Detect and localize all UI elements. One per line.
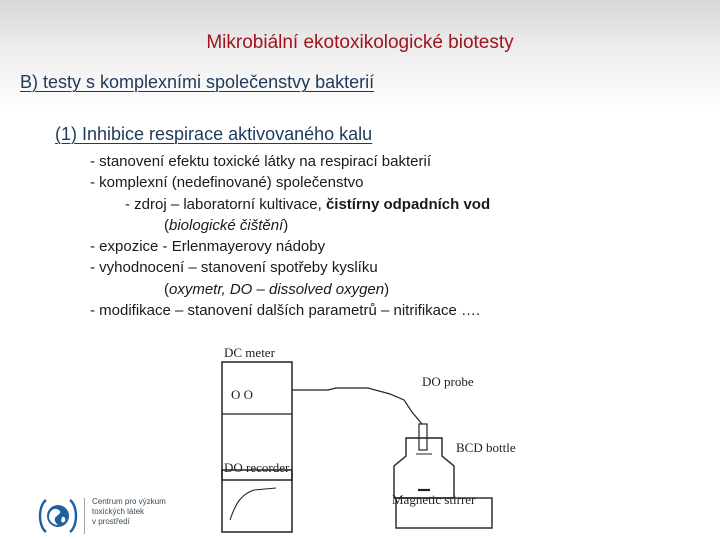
probe-cable xyxy=(292,388,422,424)
header-background xyxy=(0,0,720,112)
bullet-subline xyxy=(90,279,710,300)
bullet-text: - stanovení efektu toxické látky na respirací bakterií xyxy=(90,153,431,170)
section-heading: (1) Inhibice respirace aktivovaného kalu xyxy=(55,124,373,144)
bullet-line xyxy=(90,257,710,278)
bullet-line xyxy=(90,172,710,193)
slide-subtitle: B) testy s komplexními společenstvy bakterií xyxy=(20,72,375,92)
bcd-bottle-label: BCD bottle xyxy=(456,440,516,455)
italic-text: oxymetr, DO – dissolved oxygen xyxy=(169,280,385,298)
bullet-list xyxy=(90,151,710,321)
logo-line: v prostředí xyxy=(92,517,130,526)
bullet-text: - zdroj – laboratorní kultivace, xyxy=(125,195,326,213)
paren-close: ) xyxy=(283,216,289,234)
bullet-subline xyxy=(90,194,710,215)
bullet-text: - vyhodnocení – stanovení spotřeby kyslíku xyxy=(90,259,378,277)
magnetic-stirrer-caption: Magnetic stirrer xyxy=(392,492,476,507)
bullet-line xyxy=(90,300,710,321)
dc-meter-label: DC meter xyxy=(224,345,275,360)
logo-line: toxických látek xyxy=(92,507,145,516)
logo-text xyxy=(92,497,166,527)
bullet-text: - modifikace – stanovení dalších parametrů – nitrifikace …. xyxy=(90,302,481,320)
recorder-trace xyxy=(230,488,276,520)
institution-logo xyxy=(36,496,196,536)
logo-divider xyxy=(84,498,85,534)
globe-logo-icon xyxy=(36,496,80,536)
slide-title: Mikrobiální ekotoxikologické biotesty xyxy=(206,32,514,53)
bullet-text: - komplexní (nedefinované) společenstvo xyxy=(90,174,364,192)
logo-line: Centrum pro výzkum xyxy=(92,497,166,506)
apparatus-diagram xyxy=(218,342,568,540)
do-recorder-label: DO recorder xyxy=(224,460,290,475)
bullet-line xyxy=(90,236,710,257)
paren-open: ( xyxy=(164,216,169,234)
bullet-line xyxy=(90,151,710,172)
bold-text: čistírny odpadních vod xyxy=(325,195,491,213)
meter-dials: O O xyxy=(231,387,254,402)
bullet-subline xyxy=(90,215,710,236)
logo-left-bracket xyxy=(40,500,46,532)
bullet-text: - expozice - Erlenmayerovy nádoby xyxy=(90,238,326,256)
logo-right-bracket xyxy=(70,500,76,532)
paren-close: ) xyxy=(384,280,390,298)
paren-open: ( xyxy=(164,280,169,298)
do-probe-label: DO probe xyxy=(422,374,474,389)
italic-text: biologické čištění xyxy=(169,216,284,234)
do-probe xyxy=(419,424,427,450)
apparatus-drawing xyxy=(218,342,568,540)
